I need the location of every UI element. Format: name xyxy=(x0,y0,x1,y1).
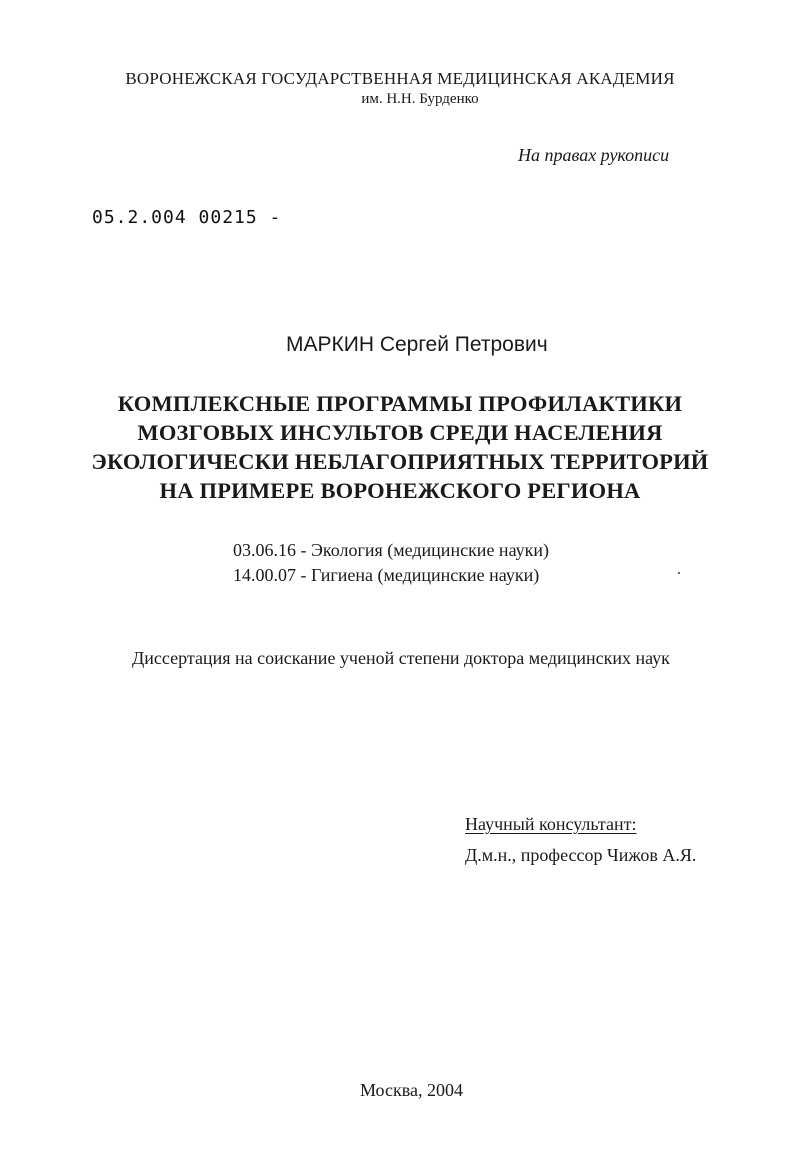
title-line: НА ПРИМЕРЕ ВОРОНЕЖСКОГО РЕГИОНА xyxy=(159,478,641,503)
specialty-hygiene: 14.00.07 - Гигиена (медицинские науки) xyxy=(233,565,540,585)
scan-speck xyxy=(678,572,680,574)
consultant-label: Научный консультант: xyxy=(465,814,637,834)
author-name: МАРКИН Сергей Петрович xyxy=(286,333,548,356)
manuscript-rights-note: На правах рукописи xyxy=(518,145,670,165)
title-line: МОЗГОВЫХ ИНСУЛЬТОВ СРЕДИ НАСЕЛЕНИЯ xyxy=(137,420,663,445)
institution-subtitle: им. Н.Н. Бурденко xyxy=(361,91,479,107)
consultant-name: Д.м.н., профессор Чижов А.Я. xyxy=(465,845,697,865)
city-year: Москва, 2004 xyxy=(360,1080,463,1100)
specialty-ecology: 03.06.16 - Экология (медицинские науки) xyxy=(233,540,550,560)
title-line: ЭКОЛОГИЧЕСКИ НЕБЛАГОПРИЯТНЫХ ТЕРРИТОРИЙ xyxy=(91,449,709,474)
dissertation-note: Диссертация на соискание ученой степени доктора медицинских наук xyxy=(132,648,670,668)
registration-stamp: 05.2.004 00215 - xyxy=(92,207,282,228)
institution-name: ВОРОНЕЖСКАЯ ГОСУДАРСТВЕННАЯ МЕДИЦИНСКАЯ АКАДЕМИЯ xyxy=(125,69,675,88)
title-line: КОМПЛЕКСНЫЕ ПРОГРАММЫ ПРОФИЛАКТИКИ xyxy=(117,391,683,416)
